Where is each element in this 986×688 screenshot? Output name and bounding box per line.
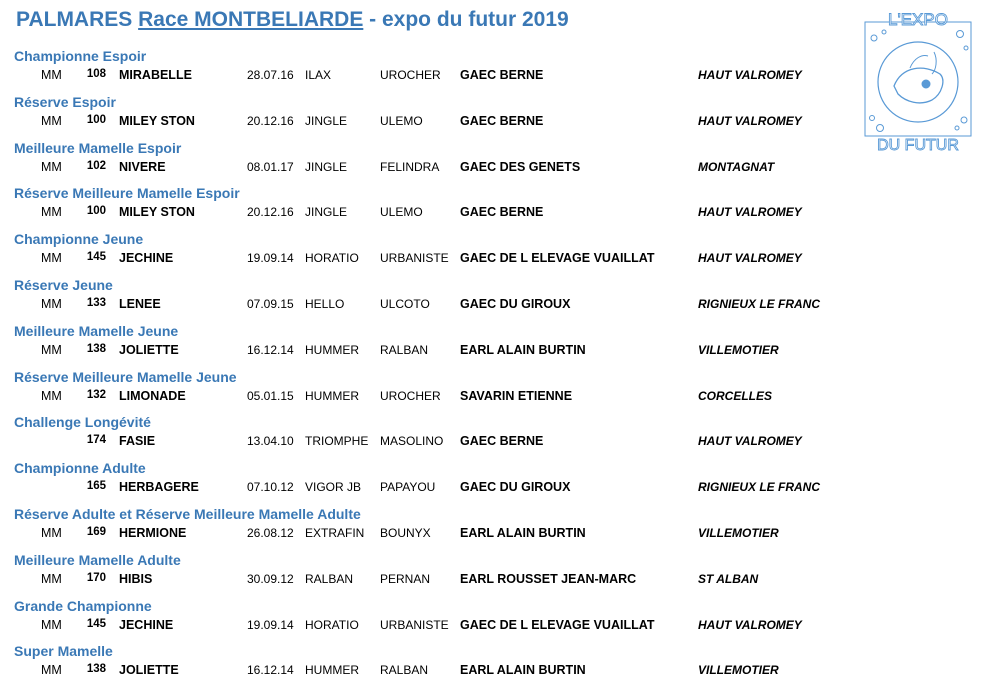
owner-name: SAVARIN ETIENNE xyxy=(460,388,573,403)
birth-date: 19.09.14 xyxy=(247,251,294,266)
town-name: VILLEMOTIER xyxy=(698,663,779,678)
animal-name: HERBAGERE xyxy=(119,480,199,495)
entry-number: 145 xyxy=(86,251,106,264)
owner-name: GAEC DE L ELEVAGE VUAILLAT xyxy=(460,251,655,266)
award-row xyxy=(0,618,986,636)
entry-number: 170 xyxy=(86,571,106,584)
animal-name: LIMONADE xyxy=(119,388,186,403)
entry-number: 169 xyxy=(86,525,106,538)
entry-number: 174 xyxy=(86,434,106,447)
title-race: Race MONTBELIARDE xyxy=(138,8,364,31)
award-category: Meilleure Mamelle Jeune xyxy=(14,322,179,339)
award-row xyxy=(0,434,986,452)
award-category: Réserve Meilleure Mamelle Espoir xyxy=(14,185,240,202)
town-name: HAUT VALROMEY xyxy=(698,68,802,82)
sire-name: HORATIO xyxy=(305,251,359,266)
owner-name: EARL ROUSSET JEAN-MARC xyxy=(460,571,637,586)
animal-name: JOLIETTE xyxy=(119,663,179,678)
town-name: MONTAGNAT xyxy=(698,159,775,174)
entry-number: 102 xyxy=(86,159,106,172)
sire-name: VIGOR JB xyxy=(305,480,362,495)
award-row xyxy=(0,68,986,86)
award-category: Super Mamelle xyxy=(14,643,113,660)
animal-name: LENEE xyxy=(119,296,161,311)
maternal-sire-name: UROCHER xyxy=(380,68,441,82)
town-name: HAUT VALROMEY xyxy=(698,434,802,449)
entry-number: 132 xyxy=(86,388,106,401)
award-section xyxy=(0,458,986,504)
birth-date: 28.07.16 xyxy=(247,68,294,82)
birth-date: 05.01.15 xyxy=(247,388,294,403)
town-name: HAUT VALROMEY xyxy=(698,113,802,128)
award-section xyxy=(0,641,986,687)
owner-name: GAEC DU GIROUX xyxy=(460,296,571,311)
maternal-sire-name: ULEMO xyxy=(380,113,423,128)
entry-number: 133 xyxy=(86,296,106,309)
sire-name: JINGLE xyxy=(305,113,348,128)
birth-date: 16.12.14 xyxy=(247,663,294,678)
animal-name: NIVERE xyxy=(119,159,166,174)
maternal-sire-name: UROCHER xyxy=(380,388,441,403)
sire-name: HORATIO xyxy=(305,617,359,632)
maternal-sire-name: RALBAN xyxy=(380,342,429,357)
birth-date: 16.12.14 xyxy=(247,342,294,357)
award-section xyxy=(0,229,986,275)
award-category: Meilleure Mamelle Adulte xyxy=(14,551,181,568)
birth-date: 20.12.16 xyxy=(247,205,294,220)
award-category: Meilleure Mamelle Espoir xyxy=(14,139,182,156)
award-section xyxy=(0,92,986,138)
entry-number: 138 xyxy=(86,342,106,355)
birth-date: 30.09.12 xyxy=(247,571,294,586)
town-name: VILLEMOTIER xyxy=(698,525,779,540)
award-row xyxy=(0,663,986,681)
award-section xyxy=(0,138,986,184)
owner-name: GAEC BERNE xyxy=(460,113,544,128)
entry-number: 100 xyxy=(86,113,106,126)
entry-number: 100 xyxy=(86,205,106,218)
award-section xyxy=(0,321,986,367)
title-prefix: PALMARES xyxy=(16,8,139,31)
owner-name: EARL ALAIN BURTIN xyxy=(460,342,586,357)
entry-number: 165 xyxy=(86,480,106,493)
maternal-sire-name: BOUNYX xyxy=(380,525,431,540)
owner-name: EARL ALAIN BURTIN xyxy=(460,525,586,540)
entry-code: MM xyxy=(41,296,62,311)
owner-name: GAEC DU GIROUX xyxy=(460,480,571,495)
owner-name: GAEC DES GENETS xyxy=(460,159,581,174)
award-row xyxy=(0,251,986,269)
award-section xyxy=(0,504,986,550)
award-category: Grande Championne xyxy=(14,597,152,614)
entry-number: 108 xyxy=(86,68,106,80)
entry-code: MM xyxy=(41,663,62,678)
award-category: Championne Espoir xyxy=(14,48,147,64)
award-category: Réserve Jeune xyxy=(14,276,113,293)
award-row xyxy=(0,297,986,315)
town-name: CORCELLES xyxy=(698,388,773,403)
birth-date: 20.12.16 xyxy=(247,113,294,128)
maternal-sire-name: PERNAN xyxy=(380,571,431,586)
title-suffix: - expo du futur 2019 xyxy=(363,8,569,31)
animal-name: JOLIETTE xyxy=(119,342,179,357)
animal-name: MIRABELLE xyxy=(119,68,192,82)
entry-code: MM xyxy=(41,388,62,403)
award-category: Challenge Longévité xyxy=(14,414,151,431)
owner-name: GAEC BERNE xyxy=(460,434,544,449)
sire-name: JINGLE xyxy=(305,159,348,174)
award-category: Réserve Espoir xyxy=(14,93,116,110)
award-row xyxy=(0,160,986,178)
logo-text-bottom: DU FUTUR xyxy=(877,137,959,154)
town-name: HAUT VALROMEY xyxy=(698,251,802,266)
maternal-sire-name: ULEMO xyxy=(380,205,423,220)
entry-number: 138 xyxy=(86,663,106,676)
award-category: Réserve Meilleure Mamelle Jeune xyxy=(14,368,237,385)
award-section xyxy=(0,550,986,596)
award-section xyxy=(0,46,986,92)
animal-name: HIBIS xyxy=(119,571,153,586)
entry-code: MM xyxy=(41,251,62,266)
sire-name: JINGLE xyxy=(305,205,348,220)
sire-name: TRIOMPHE xyxy=(305,434,369,449)
birth-date: 19.09.14 xyxy=(247,617,294,632)
entry-code: MM xyxy=(41,159,62,174)
palmares-list xyxy=(0,46,986,687)
entry-code: MM xyxy=(41,571,62,586)
owner-name: GAEC DE L ELEVAGE VUAILLAT xyxy=(460,617,655,632)
sire-name: RALBAN xyxy=(305,571,354,586)
maternal-sire-name: RALBAN xyxy=(380,663,429,678)
entry-number: 145 xyxy=(86,617,106,630)
owner-name: EARL ALAIN BURTIN xyxy=(460,663,586,678)
entry-code: MM xyxy=(41,342,62,357)
town-name: VILLEMOTIER xyxy=(698,342,779,357)
award-category: Réserve Adulte et Réserve Meilleure Mamelle Adulte xyxy=(14,505,361,522)
town-name: HAUT VALROMEY xyxy=(698,617,802,632)
logo-text-top: L'EXPO xyxy=(888,10,948,29)
animal-name: JECHINE xyxy=(119,617,174,632)
town-name: HAUT VALROMEY xyxy=(698,205,802,220)
owner-name: GAEC BERNE xyxy=(460,68,544,82)
maternal-sire-name: PAPAYOU xyxy=(380,480,436,495)
birth-date: 13.04.10 xyxy=(247,434,294,449)
award-row xyxy=(0,526,986,544)
animal-name: MILEY STON xyxy=(119,205,195,220)
owner-name: GAEC BERNE xyxy=(460,205,544,220)
animal-name: HERMIONE xyxy=(119,525,187,540)
birth-date: 26.08.12 xyxy=(247,525,294,540)
animal-name: FASIE xyxy=(119,434,156,449)
sire-name: HUMMER xyxy=(305,663,359,678)
animal-name: JECHINE xyxy=(119,251,174,266)
award-row xyxy=(0,480,986,498)
maternal-sire-name: FELINDRA xyxy=(380,159,440,174)
award-section xyxy=(0,412,986,458)
page-title xyxy=(16,8,569,32)
birth-date: 07.10.12 xyxy=(247,480,294,495)
award-row xyxy=(0,343,986,361)
sire-name: HUMMER xyxy=(305,342,359,357)
award-row xyxy=(0,114,986,132)
sire-name: HELLO xyxy=(305,296,345,311)
town-name: RIGNIEUX LE FRANC xyxy=(698,480,821,495)
sire-name: EXTRAFIN xyxy=(305,525,365,540)
award-section xyxy=(0,367,986,413)
award-section xyxy=(0,183,986,229)
award-row xyxy=(0,389,986,407)
maternal-sire-name: URBANISTE xyxy=(380,617,449,632)
sire-name: HUMMER xyxy=(305,388,359,403)
birth-date: 07.09.15 xyxy=(247,296,294,311)
entry-code: MM xyxy=(41,617,62,632)
award-category: Championne Jeune xyxy=(14,231,144,248)
award-section xyxy=(0,275,986,321)
award-row xyxy=(0,205,986,223)
sire-name: ILAX xyxy=(305,68,332,82)
entry-code: MM xyxy=(41,205,62,220)
award-row xyxy=(0,572,986,590)
award-section xyxy=(0,596,986,642)
entry-code: MM xyxy=(41,68,62,82)
entry-code: MM xyxy=(41,113,62,128)
maternal-sire-name: ULCOTO xyxy=(380,296,430,311)
town-name: ST ALBAN xyxy=(698,571,759,586)
animal-name: MILEY STON xyxy=(119,113,195,128)
birth-date: 08.01.17 xyxy=(247,159,294,174)
award-category: Championne Adulte xyxy=(14,460,146,477)
maternal-sire-name: MASOLINO xyxy=(380,434,444,449)
maternal-sire-name: URBANISTE xyxy=(380,251,449,266)
town-name: RIGNIEUX LE FRANC xyxy=(698,296,821,311)
entry-code: MM xyxy=(41,525,62,540)
